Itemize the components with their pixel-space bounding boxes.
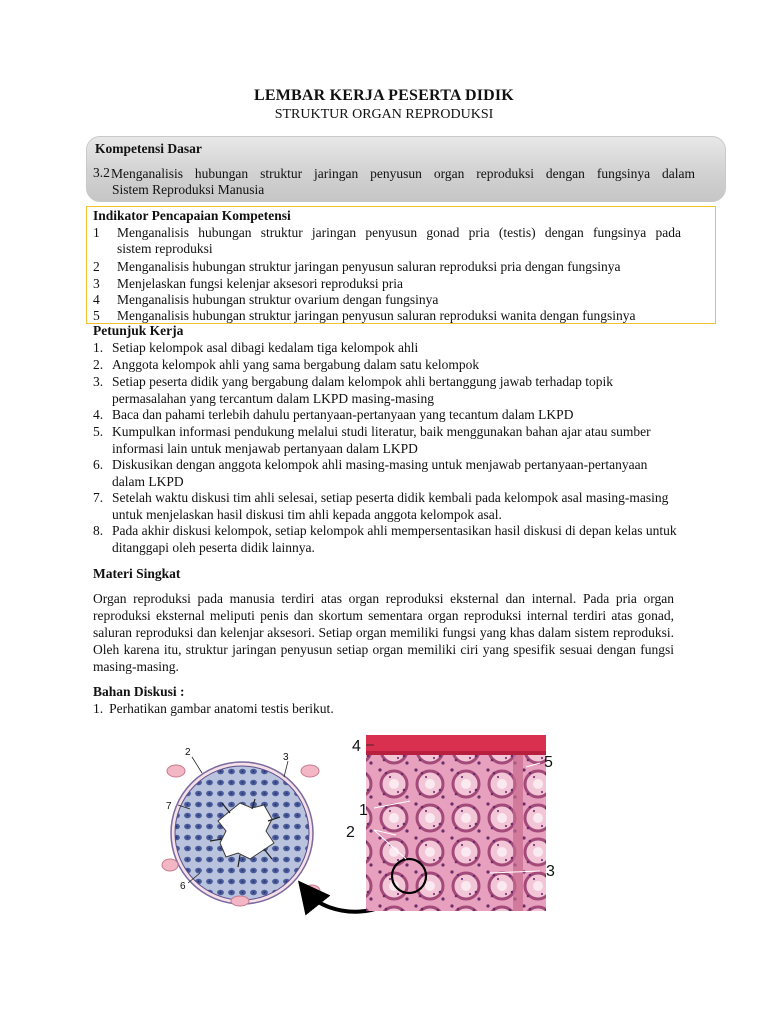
bahan-diskusi-heading: Bahan Diskusi : bbox=[93, 684, 185, 699]
page-title: LEMBAR KERJA PESERTA DIDIK bbox=[254, 87, 514, 104]
bahan-diskusi-item-number: 1. bbox=[93, 701, 104, 716]
petunjuk-item-text: Setiap peserta didik yang bergabung dalam kelompok ahli bertanggung jawab terhadap topik permasalahan yang tercantum dalam LKPD masing-masing bbox=[112, 374, 613, 406]
indikator-item-text: Menganalisis hubungan struktur ovarium dengan fungsinya bbox=[117, 292, 439, 307]
histology-label: 1 bbox=[359, 802, 368, 819]
indikator-item-number: 2 bbox=[93, 259, 100, 274]
kompetensi-dasar-number: 3.2 bbox=[93, 165, 110, 180]
petunjuk-item-text: Setelah waktu diskusi tim ahli selesai, setiap peserta didik kembali pada kelompok asal masing-masing untuk menjelaskan hasil diskusi tim ahli kepada anggota kelompok asal. bbox=[112, 490, 669, 522]
kompetensi-dasar-line2: Sistem Reproduksi Manusia bbox=[112, 182, 265, 197]
histology-label: 5 bbox=[544, 754, 553, 771]
indikator-box bbox=[86, 206, 716, 324]
indikator-item-number: 5 bbox=[93, 308, 100, 323]
page-subtitle: STRUKTUR ORGAN REPRODUKSI bbox=[274, 107, 494, 122]
indikator-item-number: 3 bbox=[93, 276, 100, 291]
indikator-item-text: Menganalisis hubungan struktur jaringan penyusun saluran reproduksi pria dengan fungsinya bbox=[117, 259, 621, 274]
indikator-item-continuation: sistem reproduksi bbox=[117, 241, 213, 256]
tubule-label: 6 bbox=[180, 881, 186, 892]
kompetensi-dasar-heading: Kompetensi Dasar bbox=[95, 141, 202, 156]
petunjuk-item-number: 7. bbox=[93, 490, 104, 505]
bahan-diskusi-item-text: Perhatikan gambar anatomi testis berikut. bbox=[109, 701, 334, 716]
materi-paragraph: Organ reproduksi pada manusia terdiri atas organ reproduksi eksternal dan internal. Pada pria organ reproduksi eksternal meliputi penis dan skortum sementara organ reproduksi internal terdiri atas gonad, saluran reproduksi dan kelenjar aksesori. Setiap organ memiliki fungsi yang khas dalam sistem reproduksi. Oleh karena itu, struktur jaringan penyusun setiap organ memiliki ciri yang spesifik sesuai dengan fungsi masing-masing. bbox=[93, 591, 674, 674]
histology-label: 3 bbox=[546, 863, 555, 880]
tubule-label: 2 bbox=[185, 747, 191, 758]
petunjuk-item-text: Diskusikan dengan anggota kelompok ahli masing-masing untuk menjawab pertanyaan-pertanyaan dalam LKPD bbox=[112, 457, 648, 489]
petunjuk-item-number: 2. bbox=[93, 357, 104, 372]
testis-anatomy-figure bbox=[160, 733, 560, 923]
histology-label: 4 bbox=[352, 738, 361, 755]
petunjuk-item-text: Kumpulkan informasi pendukung melalui studi literatur, baik menggunakan bahan ajar atau sumber informasi lain untuk menjawab pertanyaan dalam LKPD bbox=[112, 424, 651, 456]
materi-heading: Materi Singkat bbox=[93, 566, 181, 581]
seminiferous-tubule-diagram bbox=[162, 747, 320, 906]
petunjuk-item-number: 6. bbox=[93, 457, 104, 472]
petunjuk-item-text: Setiap kelompok asal dibagi kedalam tiga kelompok ahli bbox=[112, 340, 419, 355]
petunjuk-item-number: 3. bbox=[93, 374, 104, 389]
indikator-heading: Indikator Pencapaian Kompetensi bbox=[93, 208, 291, 223]
indikator-item-number: 1 bbox=[93, 225, 100, 240]
histology-label: 2 bbox=[346, 824, 355, 841]
petunjuk-heading: Petunjuk Kerja bbox=[93, 323, 184, 338]
tubule-label: 3 bbox=[283, 752, 289, 763]
petunjuk-item-text: Pada akhir diskusi kelompok, setiap kelompok ahli mempersentasikan hasil diskusi di depan kelas untuk ditanggapi oleh peserta didik lainnya. bbox=[112, 523, 677, 555]
petunjuk-item-number: 4. bbox=[93, 407, 104, 422]
indikator-item-text: Menganalisis hubungan struktur jaringan penyusun saluran reproduksi wanita dengan fungsinya bbox=[117, 308, 636, 323]
indikator-item-text: Menganalisis hubungan struktur jaringan penyusun gonad pria (testis) dengan fungsinya pada bbox=[117, 225, 681, 240]
petunjuk-item-text: Anggota kelompok ahli yang sama bergabung dalam satu kelompok bbox=[112, 357, 480, 372]
petunjuk-item-number: 5. bbox=[93, 424, 104, 439]
testis-histology-micrograph bbox=[346, 735, 555, 911]
petunjuk-item-text: Baca dan pahami terlebih dahulu pertanyaan-pertanyaan yang tecantum dalam LKPD bbox=[112, 407, 574, 422]
bahan-diskusi-item bbox=[93, 701, 334, 717]
tubule-label: 7 bbox=[166, 801, 172, 812]
indikator-item-text: Menjelaskan fungsi kelenjar aksesori reproduksi pria bbox=[117, 276, 404, 291]
petunjuk-item-number: 8. bbox=[93, 523, 104, 538]
indikator-item-number: 4 bbox=[93, 292, 100, 307]
petunjuk-item-number: 1. bbox=[93, 340, 104, 355]
kompetensi-dasar-line1: Menganalisis hubungan struktur jaringan penyusun organ reproduksi dengan fungsinya dalam bbox=[111, 166, 695, 181]
kompetensi-dasar-box bbox=[86, 136, 726, 202]
